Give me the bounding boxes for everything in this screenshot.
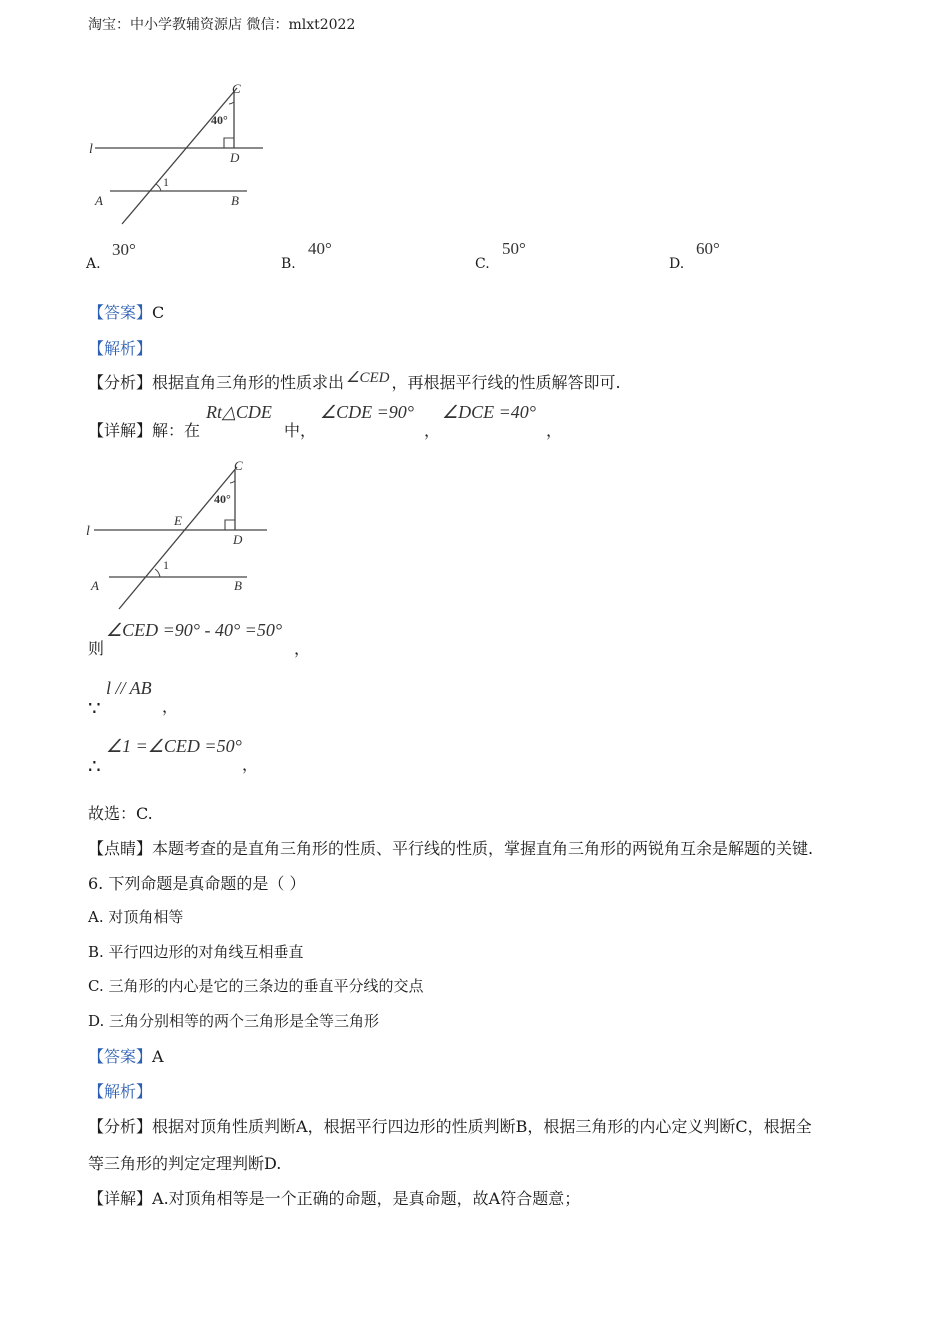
q6-option-b: B. 平行四边形的对角线互相垂直 <box>88 943 304 961</box>
q6-stem: 6. 下列命题是真命题的是（ ） <box>88 874 306 893</box>
label-1: 1 <box>163 175 169 189</box>
label-d: D <box>230 150 240 165</box>
label-angle-40: 40° <box>211 113 228 127</box>
label-c: C <box>234 458 243 473</box>
q5-fenxi: 【分析】根据直角三角形的性质求出 ∠CED ，再根据平行线的性质解答即可. <box>88 370 621 392</box>
label-c: C <box>232 81 241 96</box>
q5-answer: 【答案】C <box>88 303 165 322</box>
label-l: l <box>89 142 93 157</box>
q6-option-a: A. 对顶角相等 <box>88 908 184 926</box>
figure-parallel-lines-2 <box>82 455 277 615</box>
q6-option-c: C. 三角形的内心是它的三条边的垂直平分线的交点 <box>88 977 424 995</box>
label-1: 1 <box>163 558 169 572</box>
q5-detail: 【详解】解：在 Rt△CDE 中， ∠CDE =90° ， ∠DCE =40° ， <box>88 402 563 440</box>
q6-answer: 【答案】A <box>88 1047 164 1066</box>
q6-fenxi-line1: 【分析】根据对顶角性质判断A，根据平行四边形的性质判断B，根据三角形的内心定义判断C，根据全 <box>88 1117 812 1136</box>
label-angle-40: 40° <box>214 492 231 506</box>
q6-option-d: D. 三角分别相等的两个三角形是全等三角形 <box>88 1012 380 1030</box>
q6-fenxi-line2: 等三角形的判定定理判断D. <box>88 1154 282 1173</box>
q6-analysis-tag: 【解析】 <box>88 1082 153 1101</box>
q5-choose: 故选：C. <box>88 804 153 823</box>
label-l: l <box>86 524 90 539</box>
q5-analysis-tag: 【解析】 <box>88 339 153 358</box>
label-b: B <box>231 193 239 208</box>
label-a: A <box>95 193 103 208</box>
label-e: E <box>174 513 182 528</box>
label-d: D <box>233 532 243 547</box>
q5-dianjing: 【点睛】本题考查的是直角三角形的性质、平行线的性质，掌握直角三角形的两锐角互余是解题的关键. <box>88 839 814 858</box>
label-b: B <box>234 578 242 593</box>
page-header: 淘宝：中小学教辅资源店 微信：mlxt2022 <box>88 17 356 33</box>
figure-parallel-lines-1 <box>85 78 275 228</box>
q6-detail: 【详解】A.对顶角相等是一个正确的命题，是真命题，故A符合题意； <box>88 1189 581 1208</box>
label-a: A <box>91 578 99 593</box>
